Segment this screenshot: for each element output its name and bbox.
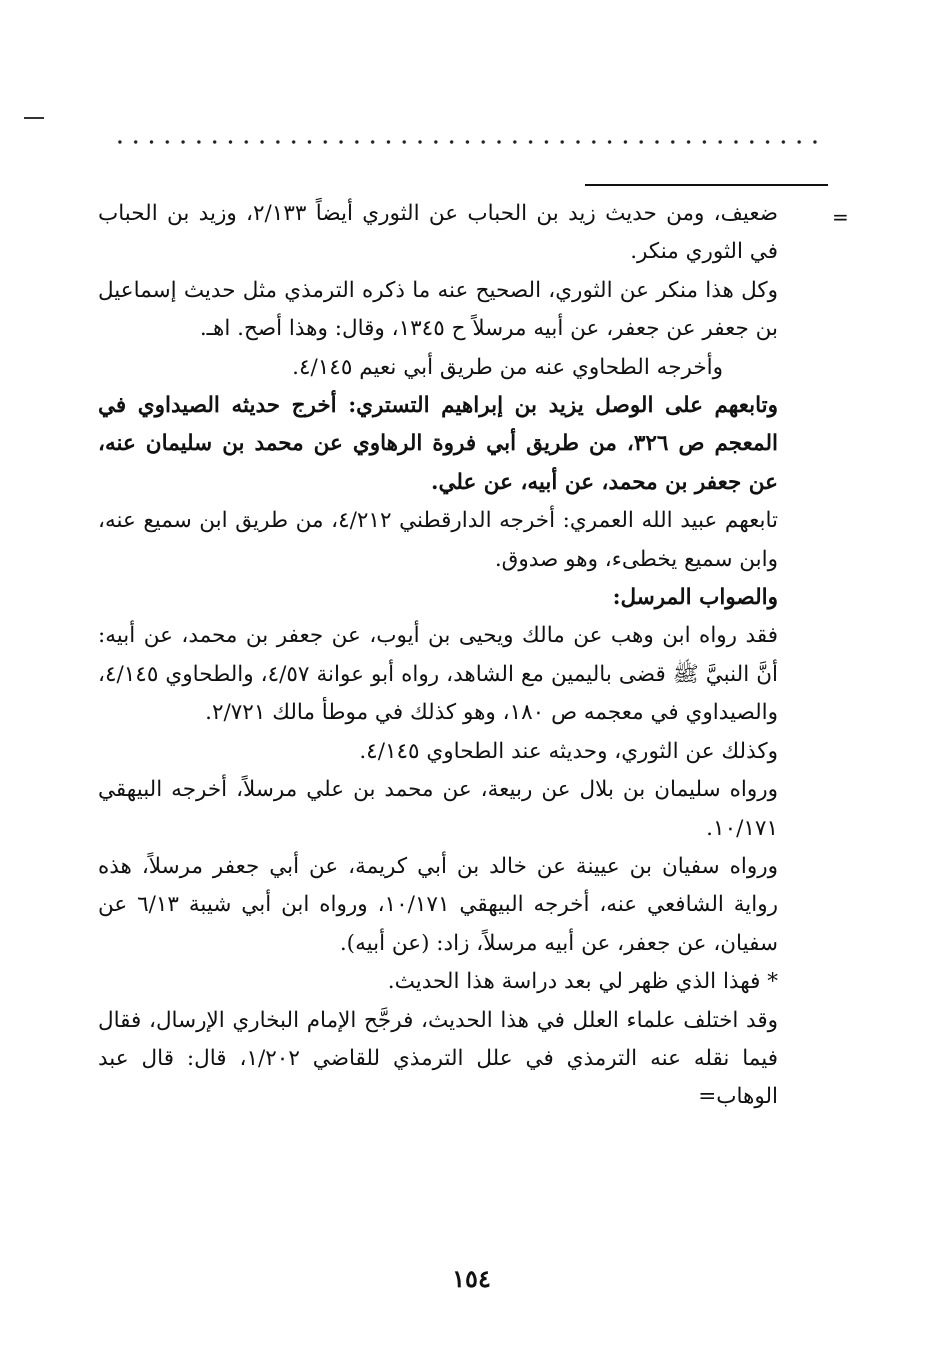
paragraph: ورواه سفيان بن عيينة عن خالد بن أبي كريمة، عن أبي جعفر مرسلاً، هذه رواية الشافعي عنه، أخرجه البيهقي ١٠/١٧١، ورواه ابن أبي شيبة ٦/١٣ عن سفيان، عن جعفر، عن أبيه مرسلاً، زاد: (عن أبيه). [98,853,778,956]
paragraph: وأخرجه الطحاوي عنه من طريق أبي نعيم ٤/١٤٥. [292,354,723,380]
paragraph: وتابعهم على الوصل يزيد بن إبراهيم التستري: أخرج حديثه الصيداوي في المعجم ص ٣٢٦، من طريق أبي فروة الرهاوي عن محمد بن سليمان عنه، عن جعفر بن محمد، عن أبيه، عن علي. [98,393,778,495]
paragraph: تابعهم عبيد الله العمري: أخرجه الدارقطني ٤/٢١٢، من طريق ابن سميع عنه، وابن سميع يخطىء، وهو صدوق. [98,508,778,572]
paragraph: ورواه سليمان بن بلال عن ربيعة، عن محمد بن علي مرسلاً، أخرجه البيهقي ١٠/١٧١. [98,777,778,841]
paragraph: فقد رواه ابن وهب عن مالك ويحيى بن أيوب، عن جعفر بن محمد، عن أبيه: أنَّ النبيَّ ﷺ قضى باليمين مع الشاهد، رواه أبو عوانة ٤/٥٧، والطحاوي ٤/١٤٥، والصيداوي في معجمه ص ١٨٠، وهو كذلك في موطأ مالك ٢/٧٢١. [98,623,778,726]
continuation-mark: = [832,205,849,229]
paragraph: وكل هذا منكر عن الثوري، الصحيح عنه ما ذكره الترمذي مثل حديث إسماعيل بن جعفر عن جعفر، عن أبيه مرسلاً ح ١٣٤٥، وقال: وهذا أصح. اهـ. [98,277,778,342]
paragraph: وقد اختلف علماء العلل في هذا الحديث، فرجَّح الإمام البخاري الإرسال، فقال فيما نقله عنه الترمذي في علل الترمذي للقاضي ١/٢٠٢، قال: قال عبد الوهاب= [98,1007,778,1110]
paragraph: * فهذا الذي ظهر لي بعد دراسة هذا الحديث. [387,969,778,995]
paragraph: ضعيف، ومن حديث زيد بن الحباب عن الثوري أيضاً ٢/١٣٣، وزيد بن الحباب في الثوري منكر. [98,201,778,265]
dotted-separator [112,132,824,152]
footnote-rule [585,184,828,186]
margin-mark [24,117,44,119]
footnote-text [98,195,778,1117]
paragraph: وكذلك عن الثوري، وحديثه عند الطحاوي ٤/١٤٥. [359,738,778,764]
paragraph-heading: والصواب المرسل: [612,585,778,611]
page-number: ١٥٤ [452,1264,491,1293]
